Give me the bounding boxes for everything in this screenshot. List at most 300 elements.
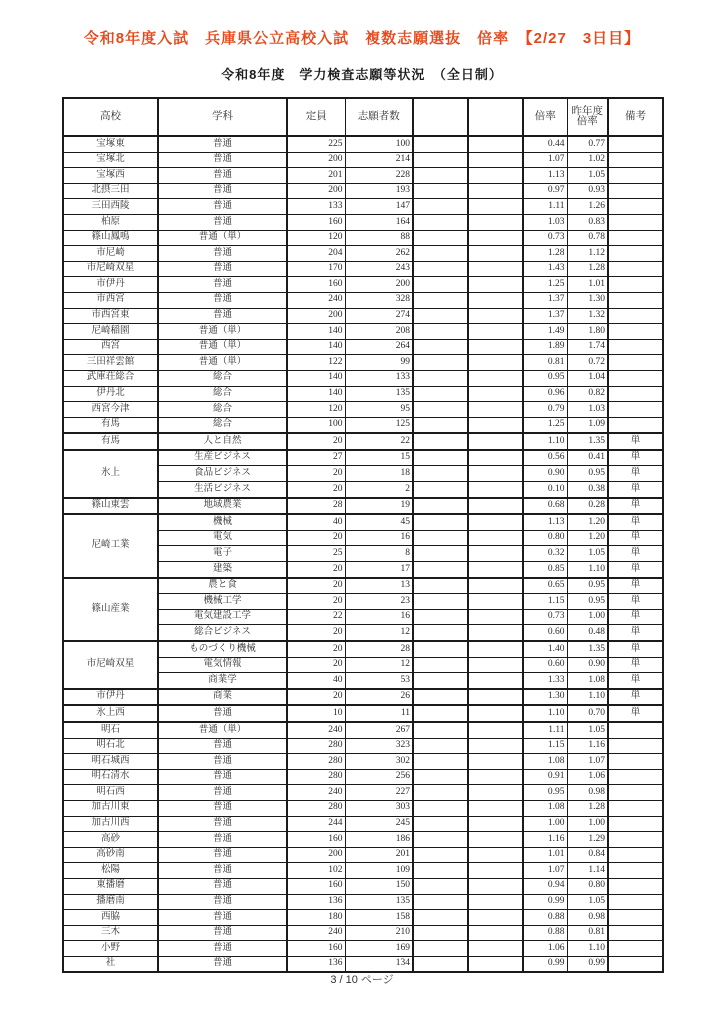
column-header-prev-year-ratio — [567, 98, 608, 136]
ratio-cell: 1.43 — [523, 261, 567, 277]
school-name-cell: 明石 — [63, 722, 158, 738]
blank-cell — [413, 339, 468, 355]
capacity-cell: 20 — [287, 689, 345, 706]
capacity-cell: 140 — [287, 339, 345, 355]
blank-cell — [468, 847, 523, 863]
school-name-cell: 加古川西 — [63, 816, 158, 832]
school-name-cell: 市尼崎 — [63, 246, 158, 262]
table-row — [63, 370, 663, 386]
remark-cell — [608, 324, 663, 340]
remark-cell: 単 — [608, 705, 663, 722]
blank-cell — [413, 705, 468, 722]
prev-ratio-cell: 1.28 — [567, 261, 608, 277]
prev-ratio-cell: 0.95 — [567, 594, 608, 610]
prev-ratio-cell: 0.90 — [567, 657, 608, 673]
school-name-cell: 小野 — [63, 941, 158, 957]
ratio-cell: 0.81 — [523, 355, 567, 371]
blank-cell — [413, 816, 468, 832]
capacity-cell: 120 — [287, 230, 345, 246]
table-row — [63, 417, 663, 433]
ratio-cell: 1.37 — [523, 292, 567, 308]
blank-cell — [468, 199, 523, 215]
school-name-cell: 篠山鳳鳴 — [63, 230, 158, 246]
ratio-cell: 1.16 — [523, 832, 567, 848]
blank-cell — [413, 450, 468, 466]
blank-cell — [468, 514, 523, 530]
blank-cell — [413, 894, 468, 910]
school-name-cell: 市西宮 — [63, 292, 158, 308]
remark-cell — [608, 785, 663, 801]
table-row — [63, 214, 663, 230]
blank-cell — [413, 925, 468, 941]
remark-cell — [608, 878, 663, 894]
remark-cell: 単 — [608, 689, 663, 706]
ratio-cell: 1.15 — [523, 594, 567, 610]
capacity-cell: 244 — [287, 816, 345, 832]
prev-ratio-cell: 1.32 — [567, 308, 608, 324]
prev-ratio-cell: 1.74 — [567, 339, 608, 355]
applicants-cell: 150 — [345, 878, 413, 894]
table-row — [63, 308, 663, 324]
ratio-cell: 0.73 — [523, 609, 567, 625]
prev-ratio-cell: 1.12 — [567, 246, 608, 262]
ratio-cell: 0.95 — [523, 370, 567, 386]
blank-cell — [413, 754, 468, 770]
table-header-row — [63, 98, 663, 136]
dept-cell: 電気情報 — [158, 657, 287, 673]
dept-cell: 普通 — [158, 956, 287, 972]
prev-ratio-cell: 1.28 — [567, 800, 608, 816]
remark-cell: 単 — [608, 433, 663, 450]
blank-cell — [413, 769, 468, 785]
capacity-cell: 280 — [287, 738, 345, 754]
capacity-cell: 136 — [287, 894, 345, 910]
blank-cell — [413, 214, 468, 230]
prev-ratio-cell: 0.41 — [567, 450, 608, 466]
table-row — [63, 941, 663, 957]
capacity-cell: 280 — [287, 769, 345, 785]
prev-ratio-header-line2: 倍率 — [576, 116, 598, 127]
school-name-cell: 西宮今津 — [63, 402, 158, 418]
table-row — [63, 152, 663, 168]
prev-ratio-cell: 0.81 — [567, 925, 608, 941]
prev-ratio-cell: 1.05 — [567, 546, 608, 562]
blank-cell — [468, 417, 523, 433]
remark-cell: 単 — [608, 530, 663, 546]
prev-ratio-cell: 0.93 — [567, 183, 608, 199]
prev-ratio-cell: 1.80 — [567, 324, 608, 340]
school-name-cell: 明石城西 — [63, 754, 158, 770]
dept-cell: 普通 — [158, 910, 287, 926]
blank-cell — [468, 754, 523, 770]
applicants-cell: 201 — [345, 847, 413, 863]
table-row — [63, 878, 663, 894]
applicants-cell: 23 — [345, 594, 413, 610]
school-name-cell: 氷上西 — [63, 705, 158, 722]
applicants-cell: 228 — [345, 168, 413, 184]
remark-cell: 単 — [608, 482, 663, 498]
remark-cell — [608, 832, 663, 848]
blank-cell — [413, 246, 468, 262]
remark-cell: 単 — [608, 562, 663, 578]
ratio-cell: 1.07 — [523, 863, 567, 879]
school-name-cell: 篠山産業 — [63, 578, 158, 641]
table-row — [63, 894, 663, 910]
ratio-cell: 0.99 — [523, 956, 567, 972]
blank-cell — [413, 546, 468, 562]
table-row — [63, 339, 663, 355]
school-name-cell: 宝塚北 — [63, 152, 158, 168]
prev-ratio-header-line1: 昨年度 — [571, 105, 603, 117]
remark-cell — [608, 769, 663, 785]
blank-cell — [468, 230, 523, 246]
column-header-applicants: 志願者数 — [345, 98, 413, 136]
prev-ratio-cell: 0.98 — [567, 910, 608, 926]
applicants-cell: 88 — [345, 230, 413, 246]
dept-cell: 総合ビジネス — [158, 625, 287, 641]
remark-cell — [608, 417, 663, 433]
blank-cell — [413, 785, 468, 801]
blank-cell — [413, 657, 468, 673]
applicants-cell: 99 — [345, 355, 413, 371]
prev-ratio-cell: 0.95 — [567, 578, 608, 594]
blank-cell — [413, 578, 468, 594]
table-row — [63, 925, 663, 941]
dept-cell: 人と自然 — [158, 433, 287, 450]
capacity-cell: 180 — [287, 910, 345, 926]
dept-cell: 建築 — [158, 562, 287, 578]
blank-cell — [468, 355, 523, 371]
table-row — [63, 847, 663, 863]
blank-cell — [468, 386, 523, 402]
prev-ratio-cell: 1.16 — [567, 738, 608, 754]
table-row — [63, 498, 663, 515]
dept-cell: 電子 — [158, 546, 287, 562]
blank-cell — [468, 769, 523, 785]
table-row — [63, 355, 663, 371]
dept-cell: 普通（単） — [158, 324, 287, 340]
prev-ratio-cell: 1.06 — [567, 769, 608, 785]
blank-cell — [468, 578, 523, 594]
dept-cell: 生産ビジネス — [158, 450, 287, 466]
exam-table-body — [63, 136, 663, 972]
ratio-cell: 1.89 — [523, 339, 567, 355]
blank-cell — [413, 498, 468, 515]
blank-cell — [413, 689, 468, 706]
remark-cell — [608, 183, 663, 199]
remark-cell — [608, 199, 663, 215]
applicants-cell: 100 — [345, 136, 413, 152]
dept-cell: 普通 — [158, 199, 287, 215]
dept-cell: 普通（単） — [158, 230, 287, 246]
table-row — [63, 292, 663, 308]
table-row — [63, 277, 663, 293]
applicants-cell: 26 — [345, 689, 413, 706]
prev-ratio-cell: 1.35 — [567, 433, 608, 450]
applicants-cell: 323 — [345, 738, 413, 754]
blank-cell — [468, 324, 523, 340]
blank-cell — [468, 498, 523, 515]
applicants-cell: 274 — [345, 308, 413, 324]
school-name-cell: 三田西陵 — [63, 199, 158, 215]
applicants-cell: 12 — [345, 657, 413, 673]
prev-ratio-cell: 1.00 — [567, 816, 608, 832]
blank-cell — [413, 261, 468, 277]
dept-cell: 総合 — [158, 402, 287, 418]
school-name-cell: 西脇 — [63, 910, 158, 926]
capacity-cell: 201 — [287, 168, 345, 184]
blank-cell — [468, 261, 523, 277]
capacity-cell: 120 — [287, 402, 345, 418]
blank-cell — [468, 292, 523, 308]
capacity-cell: 140 — [287, 324, 345, 340]
prev-ratio-cell: 0.77 — [567, 136, 608, 152]
remark-cell: 単 — [608, 657, 663, 673]
remark-cell — [608, 910, 663, 926]
ratio-cell: 1.40 — [523, 641, 567, 657]
prev-ratio-cell: 1.29 — [567, 832, 608, 848]
blank-cell — [468, 705, 523, 722]
ratio-cell: 0.88 — [523, 910, 567, 926]
blank-cell — [413, 277, 468, 293]
table-row — [63, 199, 663, 215]
prev-ratio-cell: 1.35 — [567, 641, 608, 657]
applicants-cell: 256 — [345, 769, 413, 785]
table-row — [63, 769, 663, 785]
prev-ratio-cell: 1.01 — [567, 277, 608, 293]
ratio-cell: 0.94 — [523, 878, 567, 894]
school-name-cell: 宝塚西 — [63, 168, 158, 184]
table-row — [63, 514, 663, 530]
remark-cell — [608, 214, 663, 230]
school-name-cell: 播磨南 — [63, 894, 158, 910]
dept-cell: 普通 — [158, 214, 287, 230]
remark-cell: 単 — [608, 498, 663, 515]
dept-cell: 総合 — [158, 370, 287, 386]
table-row — [63, 738, 663, 754]
dept-cell: 普通 — [158, 292, 287, 308]
applicants-cell: 53 — [345, 673, 413, 689]
ratio-cell: 0.80 — [523, 530, 567, 546]
blank-cell — [413, 402, 468, 418]
capacity-cell: 240 — [287, 722, 345, 738]
school-name-cell: 市伊丹 — [63, 689, 158, 706]
school-name-cell: 尼崎工業 — [63, 514, 158, 577]
dept-cell: 普通（単） — [158, 355, 287, 371]
blank-cell — [413, 514, 468, 530]
capacity-cell: 20 — [287, 657, 345, 673]
capacity-cell: 136 — [287, 956, 345, 972]
applicants-cell: 193 — [345, 183, 413, 199]
column-header-blank-2 — [468, 98, 523, 136]
blank-cell — [468, 863, 523, 879]
blank-cell — [468, 482, 523, 498]
dept-cell: 普通 — [158, 705, 287, 722]
capacity-cell: 140 — [287, 386, 345, 402]
remark-cell: 単 — [608, 546, 663, 562]
applicants-cell: 16 — [345, 609, 413, 625]
dept-cell: 普通 — [158, 754, 287, 770]
blank-cell — [413, 673, 468, 689]
capacity-cell: 160 — [287, 214, 345, 230]
school-name-cell: 西宮 — [63, 339, 158, 355]
ratio-cell: 0.56 — [523, 450, 567, 466]
blank-cell — [468, 910, 523, 926]
ratio-cell: 0.85 — [523, 562, 567, 578]
table-row — [63, 689, 663, 706]
blank-cell — [468, 214, 523, 230]
dept-cell: 農と食 — [158, 578, 287, 594]
blank-cell — [413, 355, 468, 371]
school-name-cell: 三木 — [63, 925, 158, 941]
ratio-cell: 1.08 — [523, 800, 567, 816]
school-name-cell: 加古川東 — [63, 800, 158, 816]
school-name-cell: 三田祥雲館 — [63, 355, 158, 371]
blank-cell — [468, 800, 523, 816]
capacity-cell: 140 — [287, 370, 345, 386]
prev-ratio-cell: 0.82 — [567, 386, 608, 402]
capacity-cell: 200 — [287, 847, 345, 863]
ratio-cell: 0.68 — [523, 498, 567, 515]
prev-ratio-cell: 0.28 — [567, 498, 608, 515]
applicants-cell: 262 — [345, 246, 413, 262]
ratio-cell: 1.11 — [523, 199, 567, 215]
capacity-cell: 20 — [287, 594, 345, 610]
blank-cell — [413, 152, 468, 168]
table-row — [63, 863, 663, 879]
remark-cell — [608, 370, 663, 386]
ratio-cell: 1.11 — [523, 722, 567, 738]
ratio-cell: 1.01 — [523, 847, 567, 863]
dept-cell: 普通 — [158, 183, 287, 199]
blank-cell — [413, 609, 468, 625]
prev-ratio-cell: 1.00 — [567, 609, 608, 625]
applicants-cell: 95 — [345, 402, 413, 418]
ratio-cell: 0.32 — [523, 546, 567, 562]
remark-cell — [608, 816, 663, 832]
prev-ratio-cell: 1.02 — [567, 152, 608, 168]
exam-application-table — [62, 97, 664, 973]
school-name-cell: 明石清水 — [63, 769, 158, 785]
capacity-cell: 40 — [287, 673, 345, 689]
remark-cell — [608, 894, 663, 910]
dept-cell: 普通（単） — [158, 339, 287, 355]
blank-cell — [468, 641, 523, 657]
column-header-blank-1 — [413, 98, 468, 136]
capacity-cell: 27 — [287, 450, 345, 466]
applicants-cell: 264 — [345, 339, 413, 355]
prev-ratio-cell: 1.10 — [567, 562, 608, 578]
ratio-cell: 0.60 — [523, 625, 567, 641]
blank-cell — [468, 402, 523, 418]
blank-cell — [413, 433, 468, 450]
dept-cell: ものづくり機械 — [158, 641, 287, 657]
school-name-cell: 柏原 — [63, 214, 158, 230]
dept-cell: 普通 — [158, 878, 287, 894]
dept-cell: 機械 — [158, 514, 287, 530]
prev-ratio-cell: 1.05 — [567, 722, 608, 738]
school-name-cell: 社 — [63, 956, 158, 972]
capacity-cell: 240 — [287, 785, 345, 801]
table-row — [63, 450, 663, 466]
blank-cell — [413, 530, 468, 546]
applicants-cell: 45 — [345, 514, 413, 530]
prev-ratio-cell: 0.38 — [567, 482, 608, 498]
table-row — [63, 705, 663, 722]
capacity-cell: 20 — [287, 578, 345, 594]
remark-cell — [608, 847, 663, 863]
blank-cell — [413, 863, 468, 879]
school-name-cell: 明石西 — [63, 785, 158, 801]
capacity-cell: 122 — [287, 355, 345, 371]
blank-cell — [468, 832, 523, 848]
capacity-cell: 280 — [287, 754, 345, 770]
capacity-cell: 22 — [287, 609, 345, 625]
school-name-cell: 松陽 — [63, 863, 158, 879]
blank-cell — [468, 609, 523, 625]
blank-cell — [413, 370, 468, 386]
capacity-cell: 102 — [287, 863, 345, 879]
remark-cell — [608, 308, 663, 324]
prev-ratio-cell: 1.04 — [567, 370, 608, 386]
remark-cell — [608, 339, 663, 355]
applicants-cell: 109 — [345, 863, 413, 879]
dept-cell: 普通 — [158, 769, 287, 785]
applicants-cell: 16 — [345, 530, 413, 546]
ratio-cell: 0.79 — [523, 402, 567, 418]
dept-cell: 地域農業 — [158, 498, 287, 515]
prev-ratio-cell: 0.78 — [567, 230, 608, 246]
blank-cell — [468, 546, 523, 562]
table-row — [63, 641, 663, 657]
remark-cell — [608, 230, 663, 246]
capacity-cell: 100 — [287, 417, 345, 433]
table-row — [63, 816, 663, 832]
dept-cell: 普通 — [158, 738, 287, 754]
applicants-cell: 302 — [345, 754, 413, 770]
ratio-cell: 1.10 — [523, 433, 567, 450]
table-row — [63, 832, 663, 848]
blank-cell — [468, 433, 523, 450]
applicants-cell: 12 — [345, 625, 413, 641]
ratio-cell: 1.49 — [523, 324, 567, 340]
ratio-cell: 1.37 — [523, 308, 567, 324]
blank-cell — [413, 562, 468, 578]
table-row — [63, 230, 663, 246]
prev-ratio-cell: 1.14 — [567, 863, 608, 879]
blank-cell — [413, 941, 468, 957]
ratio-cell: 1.08 — [523, 754, 567, 770]
prev-ratio-cell: 1.03 — [567, 402, 608, 418]
page-subtitle: 令和8年度 学力検査志願等状況 （全日制） — [221, 67, 503, 82]
applicants-cell: 214 — [345, 152, 413, 168]
capacity-cell: 280 — [287, 800, 345, 816]
prev-ratio-cell: 0.72 — [567, 355, 608, 371]
dept-cell: 普通 — [158, 832, 287, 848]
table-row — [63, 722, 663, 738]
remark-cell — [608, 863, 663, 879]
blank-cell — [468, 339, 523, 355]
prev-ratio-cell: 1.09 — [567, 417, 608, 433]
blank-cell — [468, 277, 523, 293]
remark-cell — [608, 136, 663, 152]
applicants-cell: 158 — [345, 910, 413, 926]
ratio-cell: 1.15 — [523, 738, 567, 754]
blank-cell — [413, 386, 468, 402]
ratio-cell: 1.13 — [523, 168, 567, 184]
remark-cell — [608, 261, 663, 277]
prev-ratio-cell: 0.48 — [567, 625, 608, 641]
